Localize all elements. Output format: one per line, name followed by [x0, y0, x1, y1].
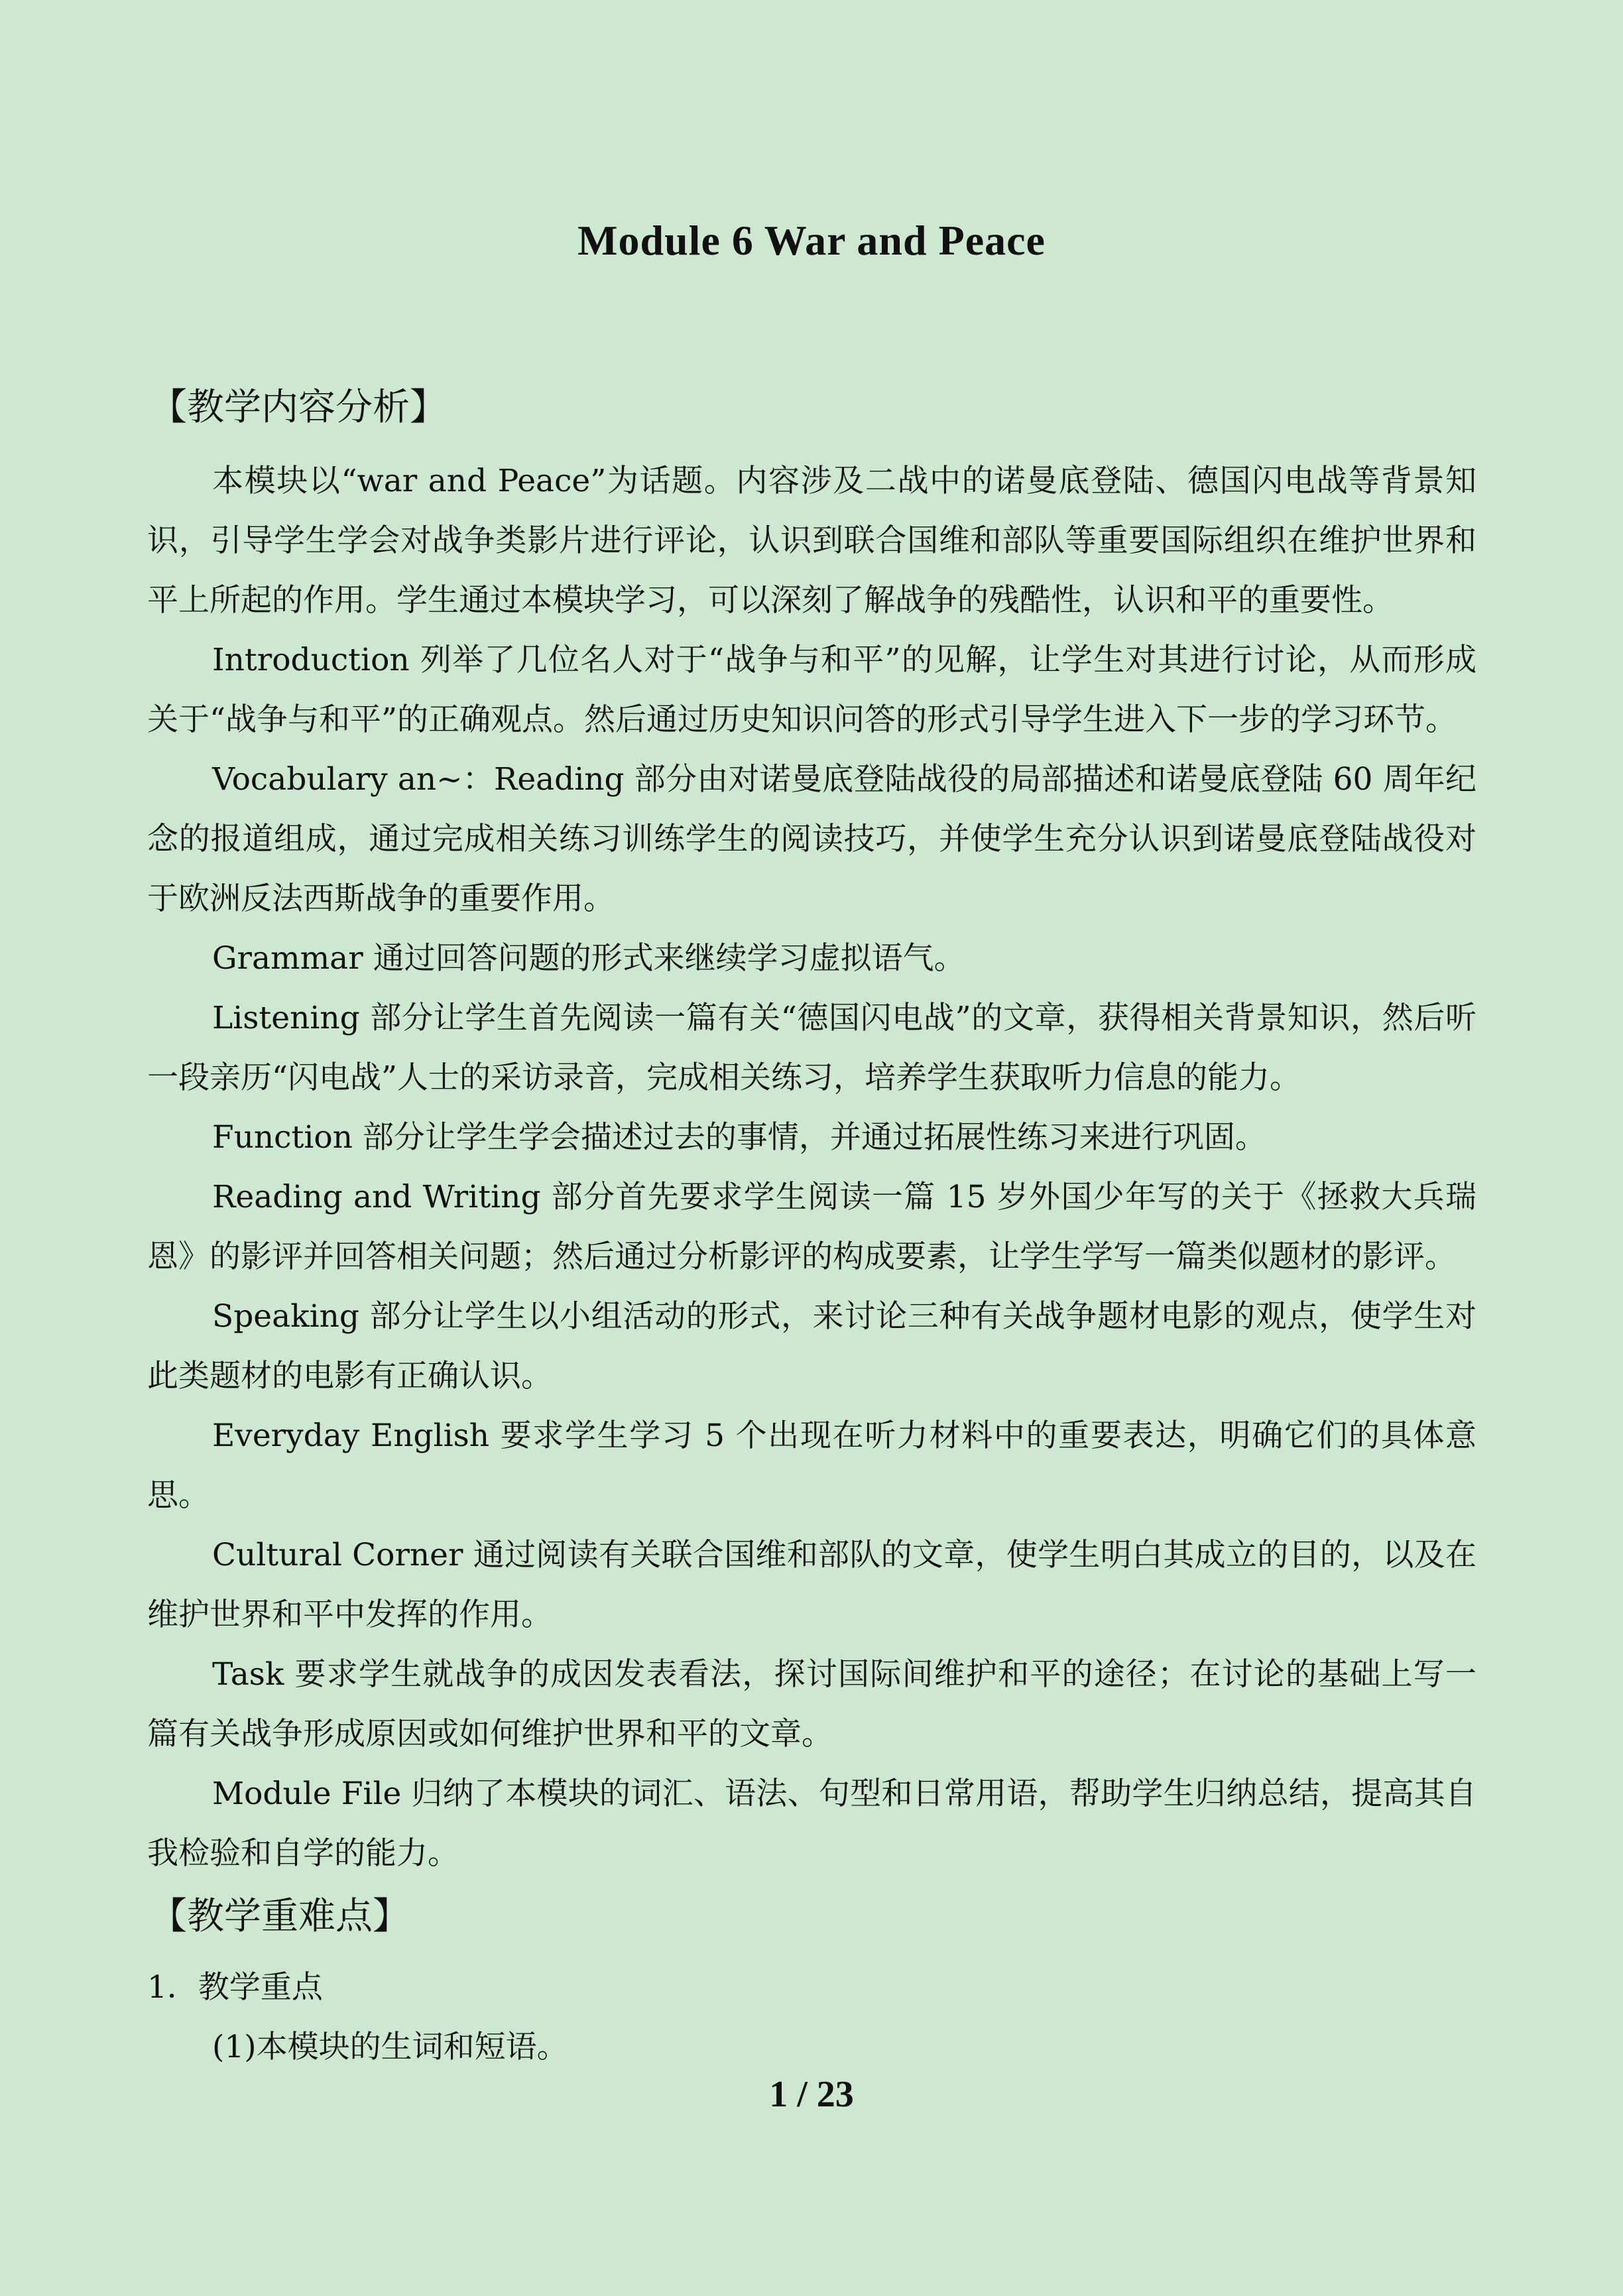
page-number: 1 / 23 [769, 2074, 854, 2115]
document-body [147, 375, 1476, 2077]
paragraph: Module File 归纳了本模块的词汇、语法、句型和日常用语，帮助学生归纳总结，提高其自我检验和自学的能力。 [147, 1776, 1476, 1872]
section-heading-key-points: 【教学重难点】 [150, 1895, 410, 1938]
paragraph: Vocabulary an~：Reading 部分由对诺曼底登陆战役的局部描述和诺曼底登陆 60 周年纪念的报道组成，通过完成相关练习训练学生的阅读技巧，并使学生充分认识到诺曼底登陆战役对于欧洲反法西斯战争的重要作用。 [147, 761, 1476, 917]
paragraph: Function 部分让学生学会描述过去的事情，并通过拓展性练习来进行巩固。 [212, 1119, 1266, 1156]
paragraph: 本模块以“war and Peace”为话题。内容涉及二战中的诺曼底登陆、德国闪电战等背景知识，引导学生学会对战争类影片进行评论，认识到联合国维和部队等重要国际组织在维护世界和平上所起的作用。学生通过本模块学习，可以深刻了解战争的残酷性，认识和平的重要性。 [147, 463, 1476, 619]
document-title: Module 6 War and Peace [577, 217, 1046, 264]
paragraph: Task 要求学生就战争的成因发表看法，探讨国际间维护和平的途径；在讨论的基础上写一篇有关战争形成原因或如何维护世界和平的文章。 [147, 1656, 1476, 1752]
list-item: 1．教学重点 [147, 1969, 323, 2006]
paragraph: Introduction 列举了几位名人对于“战争与和平”的见解，让学生对其进行讨论，从而形成关于“战争与和平”的正确观点。然后通过历史知识问答的形式引导学生进入下一步的学习环节。 [147, 642, 1476, 738]
paragraph: Speaking 部分让学生以小组活动的形式，来讨论三种有关战争题材电影的观点，使学生对此类题材的电影有正确认识。 [147, 1298, 1476, 1394]
paragraph: Everyday English 要求学生学习 5 个出现在听力材料中的重要表达，明确它们的具体意思。 [147, 1418, 1476, 1514]
paragraph: Cultural Corner 通过阅读有关联合国维和部队的文章，使学生明白其成立的目的，以及在维护世界和平中发挥的作用。 [147, 1537, 1476, 1633]
paragraph: Listening 部分让学生首先阅读一篇有关“德国闪电战”的文章，获得相关背景知识，然后听一段亲历“闪电战”人士的采访录音，完成相关练习，培养学生获取听力信息的能力。 [147, 1000, 1476, 1096]
section-heading-analysis: 【教学内容分析】 [150, 386, 447, 429]
paragraph: Grammar 通过回答问题的形式来继续学习虚拟语气。 [212, 940, 965, 977]
paragraph: Reading and Writing 部分首先要求学生阅读一篇 15 岁外国少年写的关于《拯救大兵瑞恩》的影评并回答相关问题；然后通过分析影评的构成要素，让学生学写一篇类似题材的影评。 [147, 1179, 1476, 1275]
list-sub-item: (1)本模块的生词和短语。 [212, 2029, 568, 2065]
